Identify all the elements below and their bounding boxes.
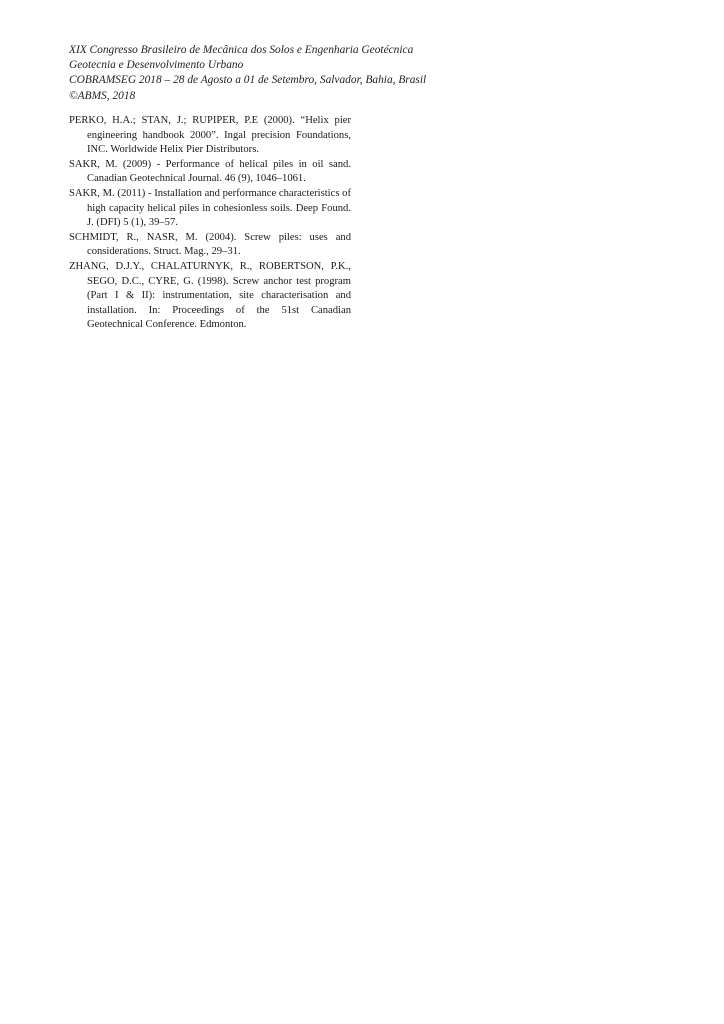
reference-list [69,114,351,333]
reference-item: SAKR, M. (2011) - Installation and performance characteristics of high capacity helical piles in cohesionless soils. Deep Found. J. (DFI) 5 (1), 39–57. [69,187,351,229]
page-header [69,43,489,104]
reference-item: ZHANG, D.J.Y., CHALATURNYK, R., ROBERTSON, P.K., SEGO, D.C., CYRE, G. (1998). Screw anchor test program (Part I & II): instrumentation, site characterisation and installation. In: Proceedings of the 51st Canadian Geotechnical Conference. Edmonton. [69,260,351,331]
reference-item: PERKO, H.A.; STAN, J.; RUPIPER, P.E (2000). “Helix pier engineering handbook 2000”. Ingal precision Foundations, INC. Worldwide Helix Pier Distributors. [69,115,351,156]
reference-item: SAKR, M. (2009) - Performance of helical piles in oil sand. Canadian Geotechnical Journal. 46 (9), 1046–1061. [69,158,351,185]
header-copyright: ©ABMS, 2018 [69,89,136,102]
header-theme: Geotecnia e Desenvolvimento Urbano [69,59,244,72]
reference-item: SCHMIDT, R., NASR, M. (2004). Screw piles: uses and considerations. Struct. Mag., 29–31. [69,231,351,258]
header-conference-title: XIX Congresso Brasileiro de Mecânica dos Solos e Engenharia Geotécnica [69,44,414,56]
header-event-details: COBRAMSEG 2018 – 28 de Agosto a 01 de Setembro, Salvador, Bahia, Brasil [69,74,427,87]
